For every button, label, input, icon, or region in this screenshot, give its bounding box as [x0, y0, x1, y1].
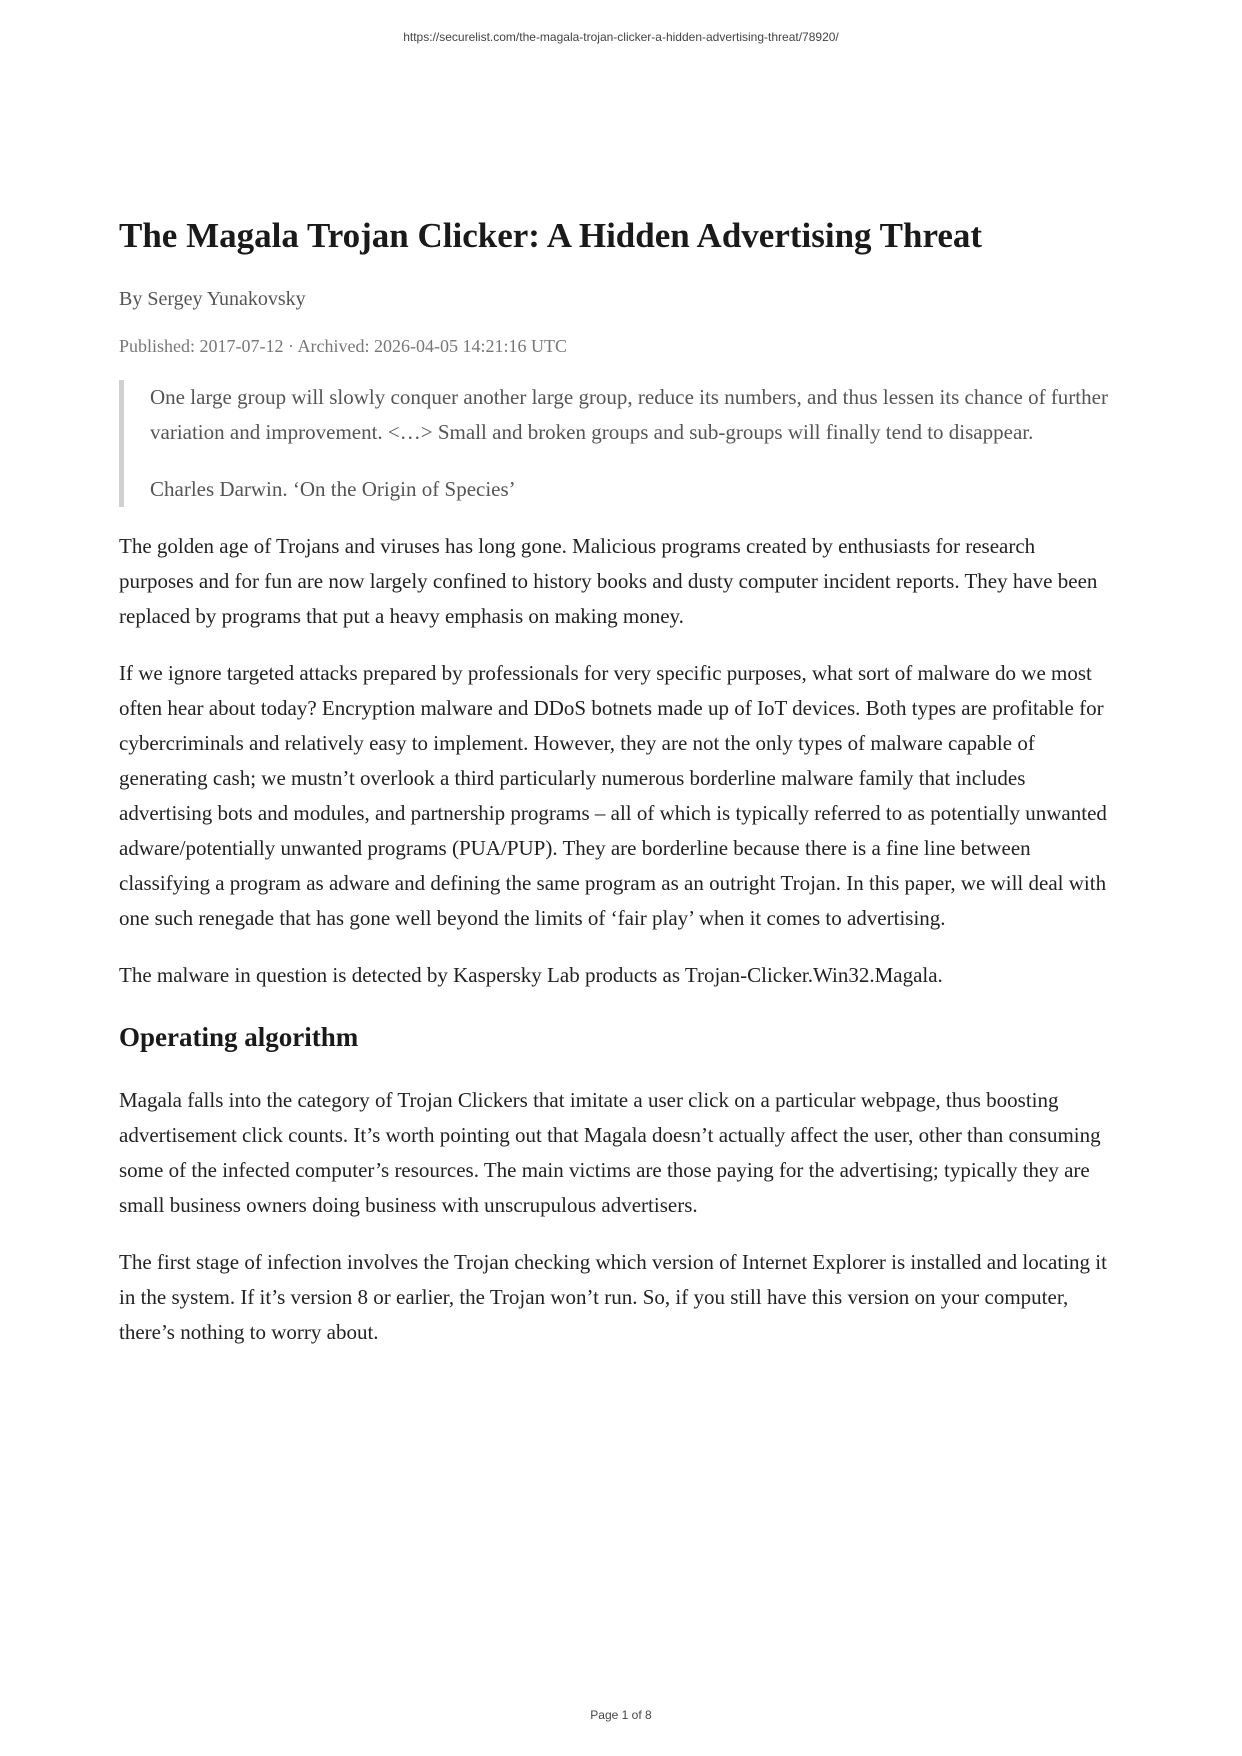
quote-attribution: Charles Darwin. ‘On the Origin of Species’ — [150, 477, 516, 501]
publish-meta: Published: 2017-07-12 · Archived: 2026-04-05 14:21:16 UTC — [119, 336, 567, 356]
epigraph-quote — [119, 380, 1113, 507]
paragraph: The malware in question is detected by Kaspersky Lab products as Trojan-Clicker.Win32.Magala. — [119, 963, 943, 987]
article — [119, 214, 1113, 1350]
paragraph: The first stage of infection involves the Trojan checking which version of Internet Explorer is installed and locating it in the system. If it’s version 8 or earlier, the Trojan won’t run. So, if you still have this version on your computer, there’s nothing to worry about. — [119, 1250, 1107, 1344]
article-title: The Magala Trojan Clicker: A Hidden Advertising Threat — [119, 216, 983, 255]
page-number: Page 1 of 8 — [590, 1708, 652, 1722]
section-heading: Operating algorithm — [119, 1022, 359, 1052]
byline: By Sergey Yunakovsky — [119, 288, 306, 310]
paragraph: Magala falls into the category of Trojan Clickers that imitate a user click on a particular webpage, thus boosting advertisement click counts. It’s worth pointing out that Magala doesn’t actually affect the user, other than consuming some of the infected computer’s resources. The main victims are those paying for the advertising; typically they are small business owners doing business with unscrupulous advertisers. — [119, 1088, 1101, 1217]
paragraph: If we ignore targeted attacks prepared by professionals for very specific purposes, what sort of malware do we most often hear about today? Encryption malware and DDoS botnets made up of IoT devices. Both types are profitable for cybercriminals and relatively easy to implement. However, they are not the only types of malware capable of generating cash; we mustn’t overlook a third particularly numerous borderline malware family that includes advertising bots and modules, and partnership programs – all of which is typically referred to as potentially unwanted adware/potentially unwanted programs (PUA/PUP). They are borderline because there is a fine line between classifying a program as adware and defining the same program as an outright Trojan. In this paper, we will deal with one such renegade that has gone well beyond the limits of ‘fair play’ when it comes to advertising. — [119, 661, 1107, 930]
article-body — [119, 529, 1113, 1350]
quote-text: One large group will slowly conquer another large group, reduce its numbers, and thus lessen its chance of further variation and improvement. <…> Small and broken groups and sub-groups will finally tend to disappear. — [150, 385, 1108, 444]
paragraph: The golden age of Trojans and viruses has long gone. Malicious programs created by enthusiasts for research purposes and for fun are now largely confined to history books and dusty computer incident reports. They have been replaced by programs that put a heavy emphasis on making money. — [119, 534, 1098, 628]
page-url: https://securelist.com/the-magala-trojan-clicker-a-hidden-advertising-threat/78920/ — [403, 30, 839, 44]
